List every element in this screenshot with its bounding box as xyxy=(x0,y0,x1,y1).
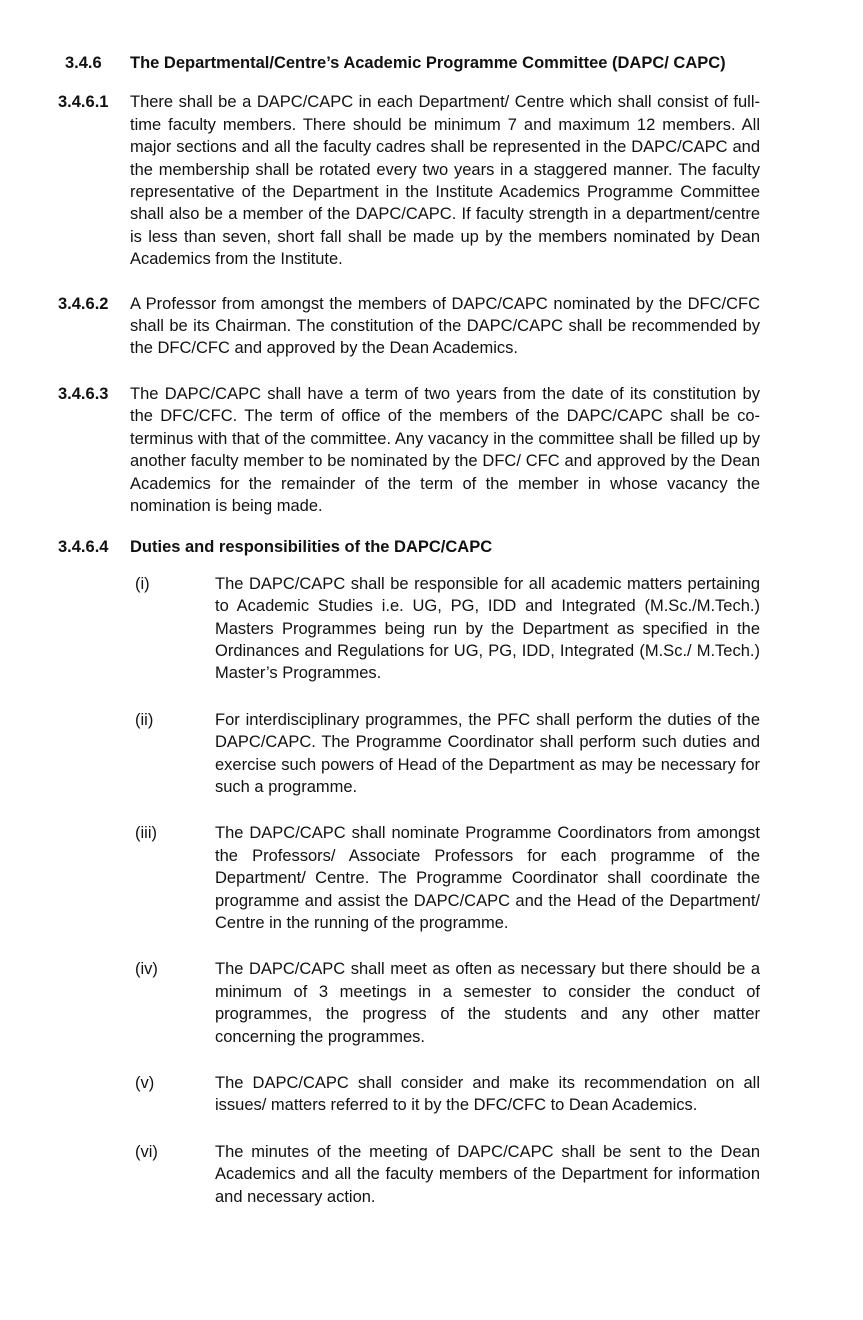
duty-item-v xyxy=(0,1072,863,1117)
clause-3-4-6-1 xyxy=(0,91,863,270)
clause-number: 3.4.6.4 xyxy=(58,538,109,557)
clause-number: 3.4.6.2 xyxy=(58,294,109,313)
clause-text: The DAPC/CAPC shall have a term of two years from the date of its constitution by the DFC/CFC. The term of office of the members of the DAPC/CAPC shall be co-terminus with that of the committee. Any vacancy in the committee shall be filled up by another faculty member to be nominated by the DFC/ CFC and approved by the Dean Academics for the remainder of the term of the member in whose vacancy the nomination is being made. xyxy=(130,384,760,515)
duties-section-heading xyxy=(0,536,863,558)
duty-marker: (v) xyxy=(135,1074,155,1093)
duty-text: For interdisciplinary programmes, the PFC shall perform the duties of the DAPC/CAPC. The Programme Coordinator shall perform such duties and exercise such powers of Head of the Department as may be necessary for such a programme. xyxy=(215,710,760,796)
duty-marker: (ii) xyxy=(135,710,154,729)
clause-3-4-6-2 xyxy=(0,293,863,360)
section-title: The Departmental/Centre’s Academic Programme Committee (DAPC/ CAPC) xyxy=(130,54,726,72)
duty-item-vi xyxy=(0,1141,863,1208)
duty-text: The DAPC/CAPC shall be responsible for all academic matters pertaining to Academic Studies i.e. UG, PG, IDD and Integrated (M.Sc./M.Tech.) Masters Programmes being run by the Department as specified in the Ordinances and Regulations for UG, PG, IDD, Integrated (M.Sc./ M.Tech.) Master’s Programmes. xyxy=(215,574,760,683)
section-heading xyxy=(0,52,863,74)
duty-item-iii xyxy=(0,822,863,934)
duty-marker: (vi) xyxy=(135,1142,158,1161)
duty-text: The DAPC/CAPC shall consider and make its recommendation on all issues/ matters referred to it by the DFC/CFC to Dean Academics. xyxy=(215,1074,760,1115)
duty-marker: (i) xyxy=(135,574,150,593)
duty-marker: (iii) xyxy=(135,824,157,843)
clause-text: There shall be a DAPC/CAPC in each Department/ Centre which shall consist of full-time faculty members. There should be minimum 7 and maximum 12 members. All major sections and all the faculty cadres shall be represented in the DAPC/CAPC and the membership shall be rotated every two years in a staggered manner. The faculty representative of the Department in the Institute Academics Programme Committee shall also be a member of the DAPC/CAPC. If faculty strength in a department/centre is less than seven, short fall shall be made up by the members nominated by Dean Academics from the Institute. xyxy=(130,93,760,269)
duty-text: The minutes of the meeting of DAPC/CAPC shall be sent to the Dean Academics and all the faculty members of the Department for information and necessary action. xyxy=(215,1142,760,1206)
duty-marker: (iv) xyxy=(135,960,158,979)
clause-3-4-6-3 xyxy=(0,383,863,517)
clause-text: A Professor from amongst the members of DAPC/CAPC nominated by the DFC/CFC shall be its Chairman. The constitution of the DAPC/CAPC shall be recommended by the DFC/CFC and approved by the Dean Academics. xyxy=(130,294,760,358)
duty-text: The DAPC/CAPC shall nominate Programme Coordinators from amongst the Professors/ Associate Professors for each programme of the Department/ Centre. The Programme Coordinator shall coordinate the programme and assist the DAPC/CAPC and the Head of the Department/ Centre in the running of the programme. xyxy=(215,824,760,932)
duty-item-ii xyxy=(0,709,863,799)
duties-section-title: Duties and responsibilities of the DAPC/CAPC xyxy=(130,538,493,557)
clause-number: 3.4.6.1 xyxy=(58,93,109,112)
duty-item-iv xyxy=(0,958,863,1048)
duty-item-i xyxy=(0,573,863,685)
clause-number: 3.4.6.3 xyxy=(58,384,109,403)
section-number: 3.4.6 xyxy=(65,54,102,72)
duty-text: The DAPC/CAPC shall meet as often as necessary but there should be a minimum of 3 meetings in a semester to consider the conduct of programmes, the progress of the students and any other matter concerning the programmes. xyxy=(215,960,760,1046)
